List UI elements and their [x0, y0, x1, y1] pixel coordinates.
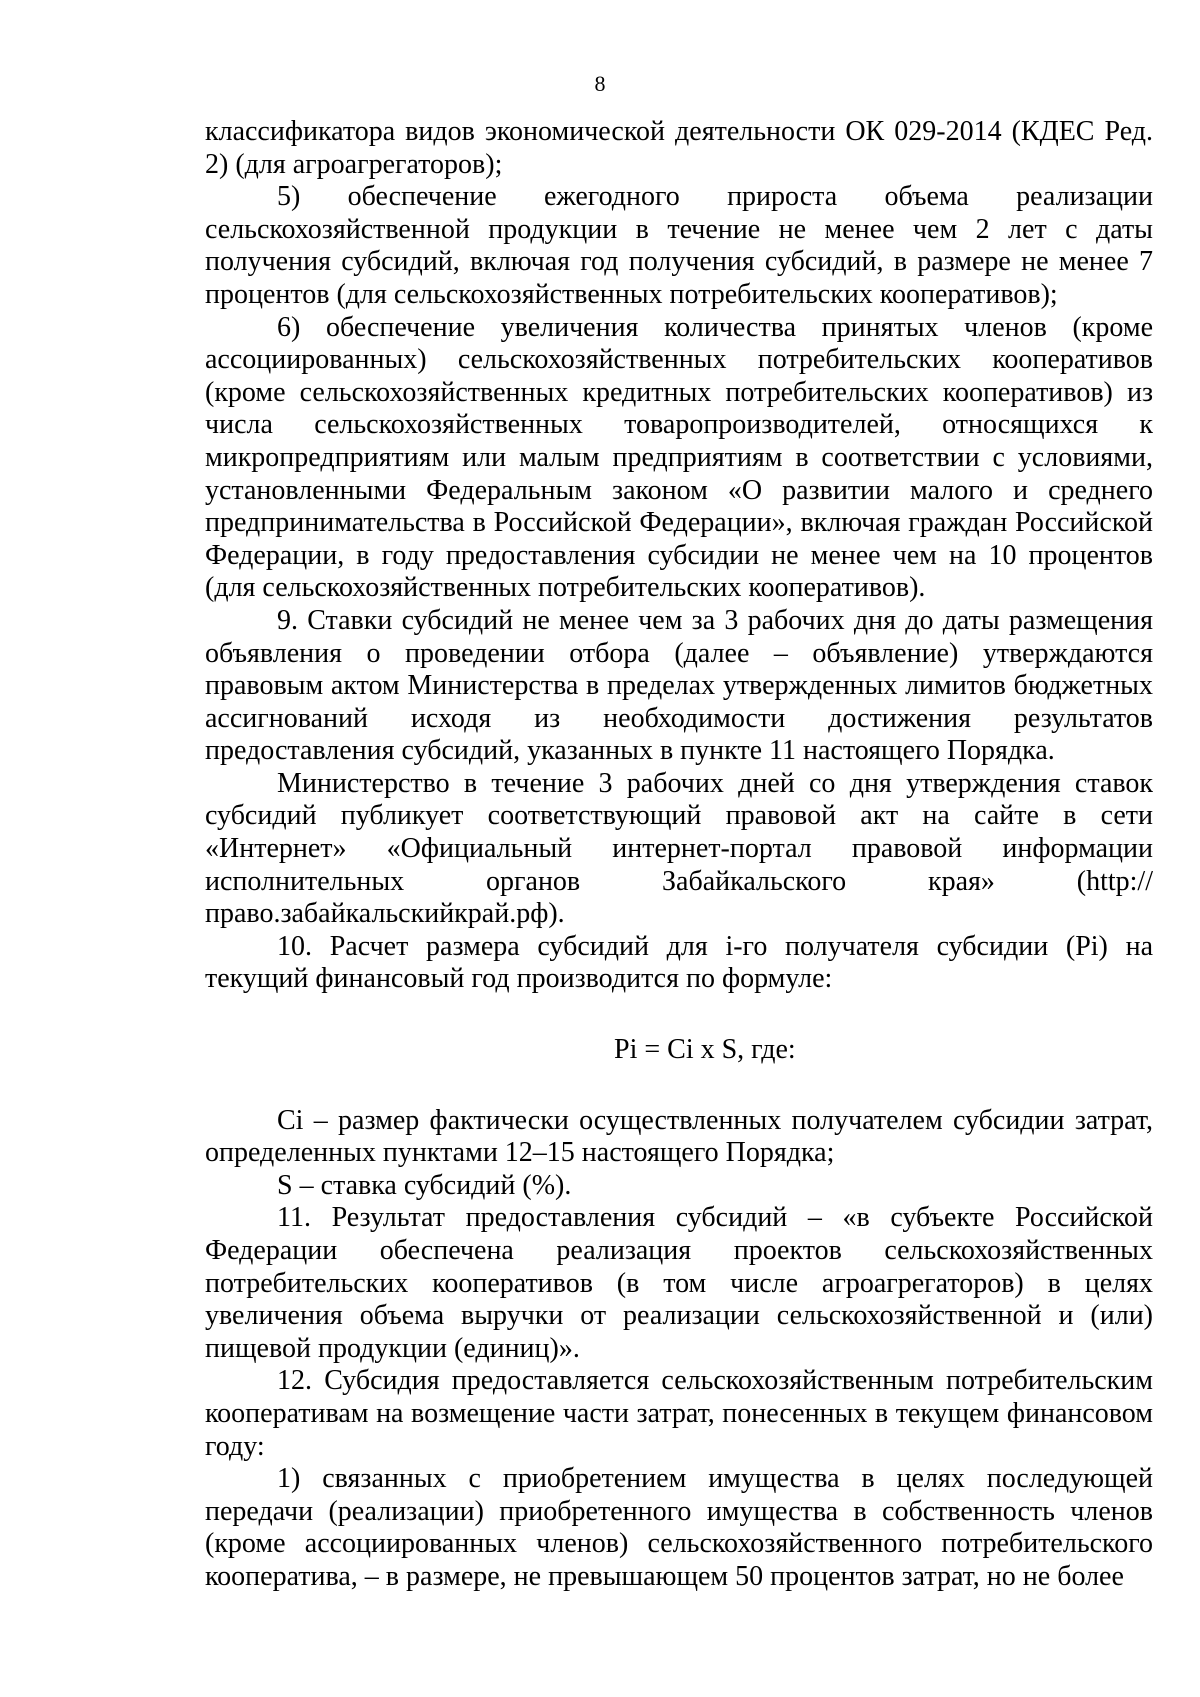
paragraph-ci-definition: Ci – размер фактически осуществленных получателем субсидии затрат, определенных пунктами 12–15 настоящего Порядка;: [205, 1104, 1153, 1169]
document-body: [205, 116, 1153, 1594]
subsidy-formula: Pi = Ci x S, где:: [614, 1034, 796, 1066]
paragraph-s-definition: S – ставка субсидий (%).: [277, 1169, 572, 1201]
paragraph-clause-12: 12. Субсидия предоставляется сельскохозяйственным потребительским кооперативам на возмещение части затрат, понесенных в текущем финансовом году:: [205, 1365, 1153, 1462]
paragraph-item-6: 6) обеспечение увеличения количества принятых членов (кроме ассоциированных) сельскохозяйственных потребительских кооперативов (кроме сельскохозяйственных кредитных потребительских кооперативов) из числа сельскохозяйственных товаропроизводителей, относящихся к микропредприятиям или малым предприятиям в соответствии с условиями, установленными Федеральным законом «О развитии малого и среднего предпринимательства в Российской Федерации», включая граждан Российской Федерации, в году предоставления субсидии не менее чем на 10 процентов (для сельскохозяйственных потребительских кооперативов).: [205, 311, 1153, 604]
paragraph-item-5: 5) обеспечение ежегодного прироста объема реализации сельскохозяйственной продукции в течение не менее чем 2 лет с даты получения субсидий, включая год получения субсидий, в размере не менее 7 процентов (для сельскохозяйственных потребительских кооперативов);: [205, 181, 1153, 310]
paragraph-continuation: классификатора видов экономической деятельности ОК 029-2014 (КДЕС Ред. 2) (для агроагрегаторов);: [205, 116, 1153, 180]
paragraph-clause-11: 11. Результат предоставления субсидий – «в субъекте Российской Федерации обеспечена реализация проектов сельскохозяйственных потребительских кооперативов (в том числе агроагрегаторов) в целях увеличения объема выручки от реализации сельскохозяйственной и (или) пищевой продукции (единиц)».: [205, 1202, 1153, 1364]
page-number: 8: [594, 71, 606, 96]
paragraph-clause-12-item-1: 1) связанных с приобретением имущества в целях последующей передачи (реализации) приобретенного имущества в собственность членов (кроме ассоциированных членов) сельскохозяйственного потребительского кооператива, – в размере, не превышающем 50 процентов затрат, но не более: [205, 1463, 1153, 1592]
paragraph-clause-9: 9. Ставки субсидий не менее чем за 3 рабочих дня до даты размещения объявления о проведении отбора (далее – объявление) утверждаются правовым актом Министерства в пределах утвержденных лимитов бюджетных ассигнований исходя из необходимости достижения результатов предоставления субсидий, указанных в пункте 11 настоящего Порядка.: [205, 604, 1153, 767]
paragraph-ministry-publication: Министерство в течение 3 рабочих дней со дня утверждения ставок субсидий публикует соответствующий правовой акт на сайте в сети «Интернет» «Официальный интернет-портал правовой информации исполнительных органов Забайкальского края» (http://право.забайкальскийкрай.рф).: [205, 767, 1153, 930]
paragraph-clause-10: 10. Расчет размера субсидий для i-го получателя субсидии (Pi) на текущий финансовый год производится по формуле:: [205, 930, 1153, 995]
